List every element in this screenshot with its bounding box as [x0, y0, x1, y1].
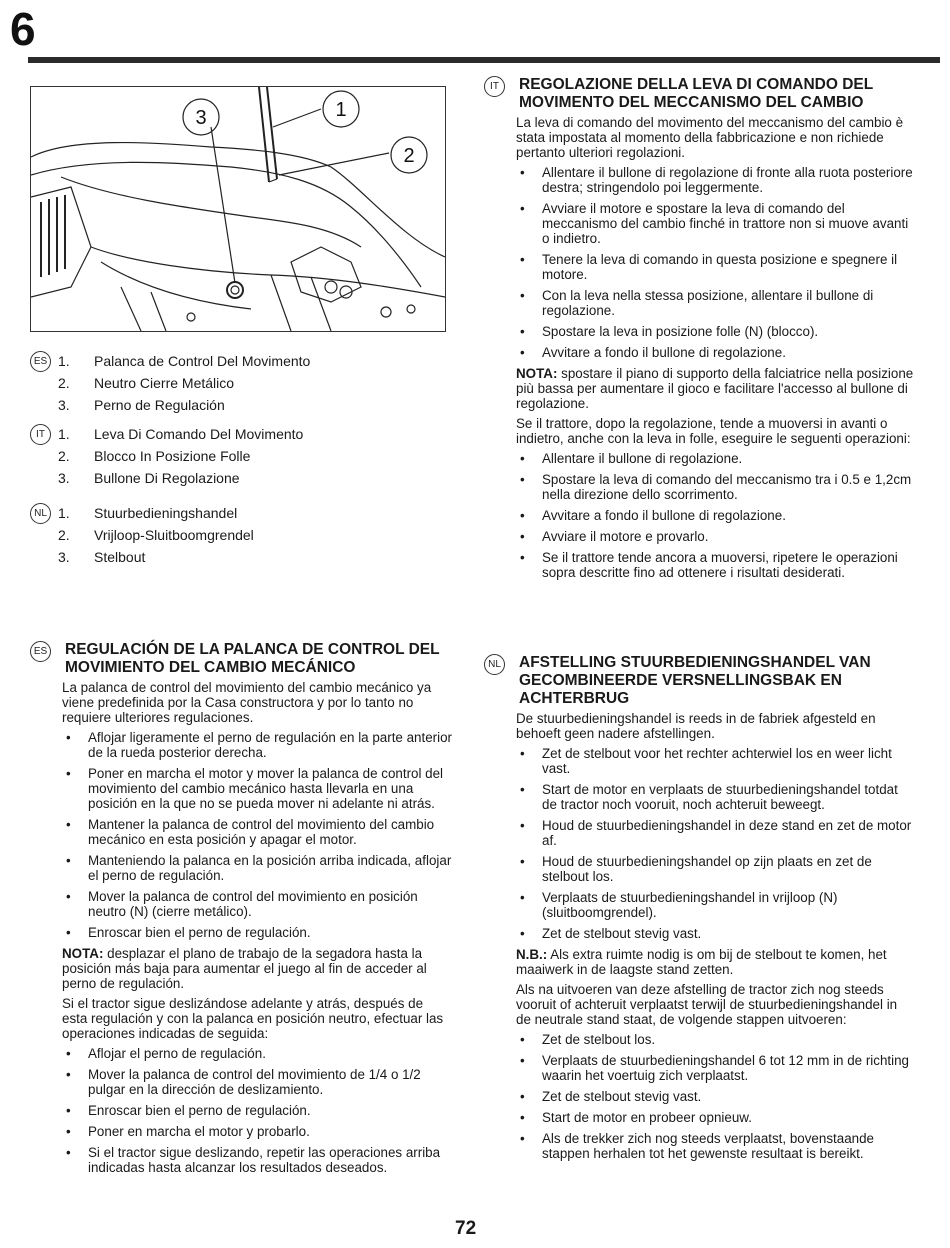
list-item: • Als de trekker zich nog steeds verplaatst, bovenstaande stappen herhalen tot het gewenste resultaat is bereikt.	[516, 1131, 914, 1161]
it-note: NOTA: spostare il piano di supporto della falciatrice nella posizione più bassa per aumentare il gioco e facilitare l'accesso al bullone di regolazione.	[516, 366, 914, 411]
es-lang-badge: ES	[30, 351, 51, 372]
list-item: • Start de motor en probeer opnieuw.	[516, 1110, 914, 1125]
list-item: • Con la leva nella stessa posizione, allentare il bullone di regolazione.	[516, 288, 914, 318]
nl-steps2	[516, 1032, 914, 1161]
list-item: • Tenere la leva di comando in questa posizione e spegnere il motore.	[516, 252, 914, 282]
list-item: • Poner en marcha el motor y mover la palanca de control del movimiento del cambio mecánico hasta llevarla en una posición en la que no se pueda mover ni adelante ni atrás.	[62, 766, 452, 811]
it-section-title: IT REGOLAZIONE DELLA LEVA DI COMANDO DEL MOVIMENTO DEL MECCANISMO DEL CAMBIO	[484, 76, 914, 112]
list-item: • Aflojar ligeramente el perno de regulación en la parte anterior de la rueda posterior derecha.	[62, 730, 452, 760]
it-intro2: Se il trattore, dopo la regolazione, tende a muoversi in avanti o indietro, anche con la leva in folle, eseguire le seguenti operazioni:	[516, 416, 911, 446]
legend-item: Stuurbedieningshandel	[94, 505, 238, 521]
legend-it	[30, 423, 450, 489]
list-item: • Allentare il bullone di regolazione di fronte alla ruota posteriore destra; stringendolo poi leggermente.	[516, 165, 914, 195]
list-item: • Enroscar bien el perno de regulación.	[62, 925, 452, 940]
es-section-title: ES REGULACIÓN DE LA PALANCA DE CONTROL DEL MOVIMIENTO DEL CAMBIO MECÁNICO	[30, 641, 452, 677]
list-item: • Aflojar el perno de regulación.	[62, 1046, 452, 1061]
legend-row: 3. Stelbout	[58, 549, 146, 565]
legend-row: 2. Vrijloop-Sluitboomgrendel	[58, 527, 254, 543]
list-item: • Mantener la palanca de control del movimiento del cambio mecánico en esta posición y apagar el motor.	[62, 817, 452, 847]
callout-3: 3	[195, 107, 207, 129]
legend-item: Leva Di Comando Del Movimento	[94, 426, 304, 442]
nl-intro2: Als na uitvoeren van deze afstelling de tractor zich nog steeds vooruit of achteruit verplaatst terwijl de stuurbedieningshandel in de neutrale stand staat, de volgende stappen uitvoeren:	[516, 982, 898, 1027]
list-item: • Manteniendo la palanca en la posición arriba indicada, aflojar el perno de regulación.	[62, 853, 452, 883]
nl-section-title: NL AFSTELLING STUURBEDIENINGSHANDEL VAN GECOMBINEERDE VERSNELLINGSBAK EN ACHTERBRUG	[484, 654, 914, 708]
es-note: NOTA: desplazar el plano de trabajo de la segadora hasta la posición más baja para aumentar el juego al fin de acceder al perno de regulación.	[62, 946, 427, 991]
list-item: • Zet de stelbout los.	[516, 1032, 914, 1047]
it-intro: La leva di comando del movimento del meccanismo del cambio è stata impostata al momento della fabbricazione e non richiede pertanto ulteriori regolazioni.	[516, 115, 904, 160]
es-section	[30, 641, 452, 1181]
list-item: • Houd de stuurbedieningshandel op zijn plaats en zet de stelbout los.	[516, 854, 914, 884]
tractor-lever-drawing	[31, 87, 445, 331]
legend-row: 3. Bullone Di Regolazione	[58, 470, 240, 486]
list-item: • Si el tractor sigue deslizando, repetir las operaciones arriba indicadas hasta alcanzar los resultados deseados.	[62, 1145, 452, 1175]
callout-1: 1	[335, 99, 347, 121]
adjustment-diagram	[30, 86, 446, 332]
page-number: 72	[455, 1218, 477, 1239]
es-intro: La palanca de control del movimiento del cambio mecánico ya viene predefinida por la Casa constructora y por lo tanto no requiere ulteriores regulaciones.	[62, 680, 432, 725]
legend-item: Perno de Regulación	[94, 397, 225, 413]
list-item: • Zet de stelbout stevig vast.	[516, 1089, 914, 1104]
list-item: • Allentare il bullone di regolazione.	[516, 451, 914, 466]
legend-item: Blocco In Posizione Folle	[94, 448, 251, 464]
legend-row: 2. Blocco In Posizione Folle	[58, 448, 251, 464]
list-item: • Zet de stelbout voor het rechter achterwiel los en weer licht vast.	[516, 746, 914, 776]
list-item: • Avvitare a fondo il bullone di regolazione.	[516, 345, 914, 360]
legend-row: IT 1. Leva Di Comando Del Movimento	[30, 423, 450, 445]
list-item: • Start de motor en verplaats de stuurbedieningshandel totdat de tractor noch vooruit, noch achteruit beweegt.	[516, 782, 914, 812]
nl-note: N.B.: Als extra ruimte nodig is om bij de stelbout te komen, het maaiwerk in de laagste stand zetten.	[516, 947, 887, 977]
legend-item: Vrijloop-Sluitboomgrendel	[94, 527, 254, 543]
legend-es	[30, 350, 450, 416]
nl-lang-badge: NL	[484, 654, 505, 675]
it-section	[484, 76, 914, 586]
legend-row: 2. Neutro Cierre Metálico	[58, 375, 235, 391]
legend-row: ES 1. Palanca de Control Del Movimento	[30, 350, 450, 372]
list-item: • Houd de stuurbedieningshandel in deze stand en zet de motor af.	[516, 818, 914, 848]
legend-row: 3. Perno de Regulación	[58, 397, 225, 413]
list-item: • Avviare il motore e provarlo.	[516, 529, 914, 544]
list-item: • Verplaats de stuurbedieningshandel in vrijloop (N) (sluitboomgrendel).	[516, 890, 914, 920]
it-steps2	[516, 451, 914, 580]
it-lang-badge: IT	[30, 424, 51, 445]
list-item: • Spostare la leva di comando del meccanismo tra i 0.5 e 1,2cm nella direzione dello scorrimento.	[516, 472, 914, 502]
es-lang-badge: ES	[30, 641, 51, 662]
list-item: • Se il trattore tende ancora a muoversi, ripetere le operazioni sopra descritte fino ad ottenere i risultati desiderati.	[516, 550, 914, 580]
list-item: • Mover la palanca de control del movimiento en posición neutro (N) (cierre metálico).	[62, 889, 452, 919]
legend-item: Neutro Cierre Metálico	[94, 375, 235, 391]
it-steps	[516, 165, 914, 360]
callout-2: 2	[403, 145, 415, 167]
nl-intro: De stuurbedieningshandel is reeds in de fabriek afgesteld en behoeft geen nadere afstellingen.	[516, 711, 876, 741]
nl-steps	[516, 746, 914, 941]
list-item: • Verplaats de stuurbedieningshandel 6 tot 12 mm in de richting waarin het voertuig zich verplaatst.	[516, 1053, 914, 1083]
list-item: • Avviare il motore e spostare la leva di comando del meccanismo del cambio finché in trattore non si muove avanti o indietro.	[516, 201, 914, 246]
legend-row: NL 1. Stuurbedieningshandel	[30, 502, 450, 524]
legend-item: Palanca de Control Del Movimento	[94, 353, 311, 369]
es-steps	[62, 730, 452, 940]
es-steps2	[62, 1046, 452, 1175]
list-item: • Enroscar bien el perno de regulación.	[62, 1103, 452, 1118]
legend-item: Bullone Di Regolazione	[94, 470, 240, 486]
list-item: • Zet de stelbout stevig vast.	[516, 926, 914, 941]
legend-item: Stelbout	[94, 549, 146, 565]
es-intro2: Si el tractor sigue deslizándose adelante y atrás, después de esta regulación y con la palanca en posición neutro, efectuar las operaciones indicadas de seguida:	[62, 996, 444, 1041]
list-item: • Avvitare a fondo il bullone di regolazione.	[516, 508, 914, 523]
nl-section	[484, 654, 914, 1167]
header-rule	[28, 57, 940, 63]
list-item: • Poner en marcha el motor y probarlo.	[62, 1124, 452, 1139]
it-lang-badge: IT	[484, 76, 505, 97]
nl-lang-badge: NL	[30, 503, 51, 524]
legend-nl	[30, 502, 450, 568]
list-item: • Mover la palanca de control del movimiento de 1/4 o 1/2 pulgar en la dirección de deslizamiento.	[62, 1067, 452, 1097]
list-item: • Spostare la leva in posizione folle (N) (blocco).	[516, 324, 914, 339]
chapter-number: 6	[10, 3, 36, 55]
